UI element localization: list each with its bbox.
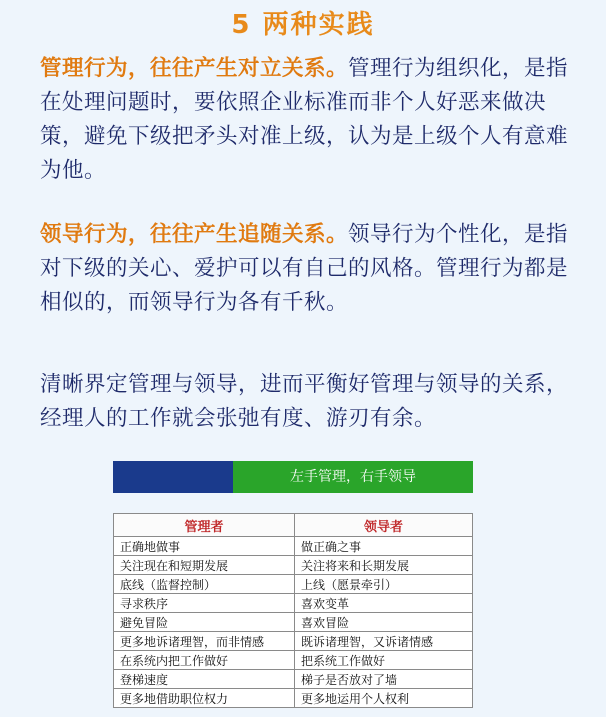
banner-left-block [113,461,233,493]
paragraph-summary-text: 清晰界定管理与领导，进而平衡好管理与领导的关系，经理人的工作就会张弛有度、游刃有余。 [40,372,569,431]
paragraph-management-highlight: 管理行为，往往产生对立关系。 [40,56,349,81]
cell-leader: 更多地运用个人权利 [295,689,473,708]
table-row [114,594,473,613]
cell-leader: 做正确之事 [295,537,473,556]
cell-leader: 梯子是否放对了墙 [295,670,473,689]
cell-leader: 喜欢变革 [295,594,473,613]
cell-leader: 上线（愿景牵引） [295,575,473,594]
header-manager: 管理者 [114,514,295,537]
paragraph-leadership-highlight: 领导行为，往往产生追随关系。 [40,222,349,247]
cell-manager: 登梯速度 [114,670,295,689]
table-row [114,651,473,670]
cell-manager: 更多地借助职位权力 [114,689,295,708]
cell-manager: 关注现在和短期发展 [114,556,295,575]
paragraph-leadership [40,218,580,320]
table-row [114,689,473,708]
cell-manager: 寻求秩序 [114,594,295,613]
cell-leader: 喜欢冒险 [295,613,473,632]
cell-manager: 更多地诉诸理智，而非情感 [114,632,295,651]
table-row [114,537,473,556]
page-title: 5 两种实践 [231,10,375,40]
comparison-banner [113,461,473,493]
cell-leader: 既诉诸理智，又诉诸情感 [295,632,473,651]
paragraph-summary [40,368,580,436]
comparison-table [113,513,473,708]
header-leader: 领导者 [295,514,473,537]
table-row [114,556,473,575]
banner-right-label: 左手管理，右手领导 [233,461,473,493]
cell-manager: 避免冒险 [114,613,295,632]
cell-manager: 在系统内把工作做好 [114,651,295,670]
cell-leader: 把系统工作做好 [295,651,473,670]
table-header-row [114,514,473,537]
paragraph-management [40,52,580,188]
paragraph-leadership-text: 领导行为个性化，是指对下级的关心、爱护可以有自己的风格。管理行为都是相似的，而领导行为各有千秋。 [40,222,569,315]
paragraph-management-text: 管理行为组织化，是指在处理问题时，要依照企业标准而非个人好恶来做决策，避免下级把矛头对准上级，认为是上级个人有意难为他。 [40,56,569,183]
table-row [114,670,473,689]
table-row [114,632,473,651]
table-row [114,613,473,632]
cell-manager: 底线（监督控制） [114,575,295,594]
cell-leader: 关注将来和长期发展 [295,556,473,575]
cell-manager: 正确地做事 [114,537,295,556]
table-row [114,575,473,594]
